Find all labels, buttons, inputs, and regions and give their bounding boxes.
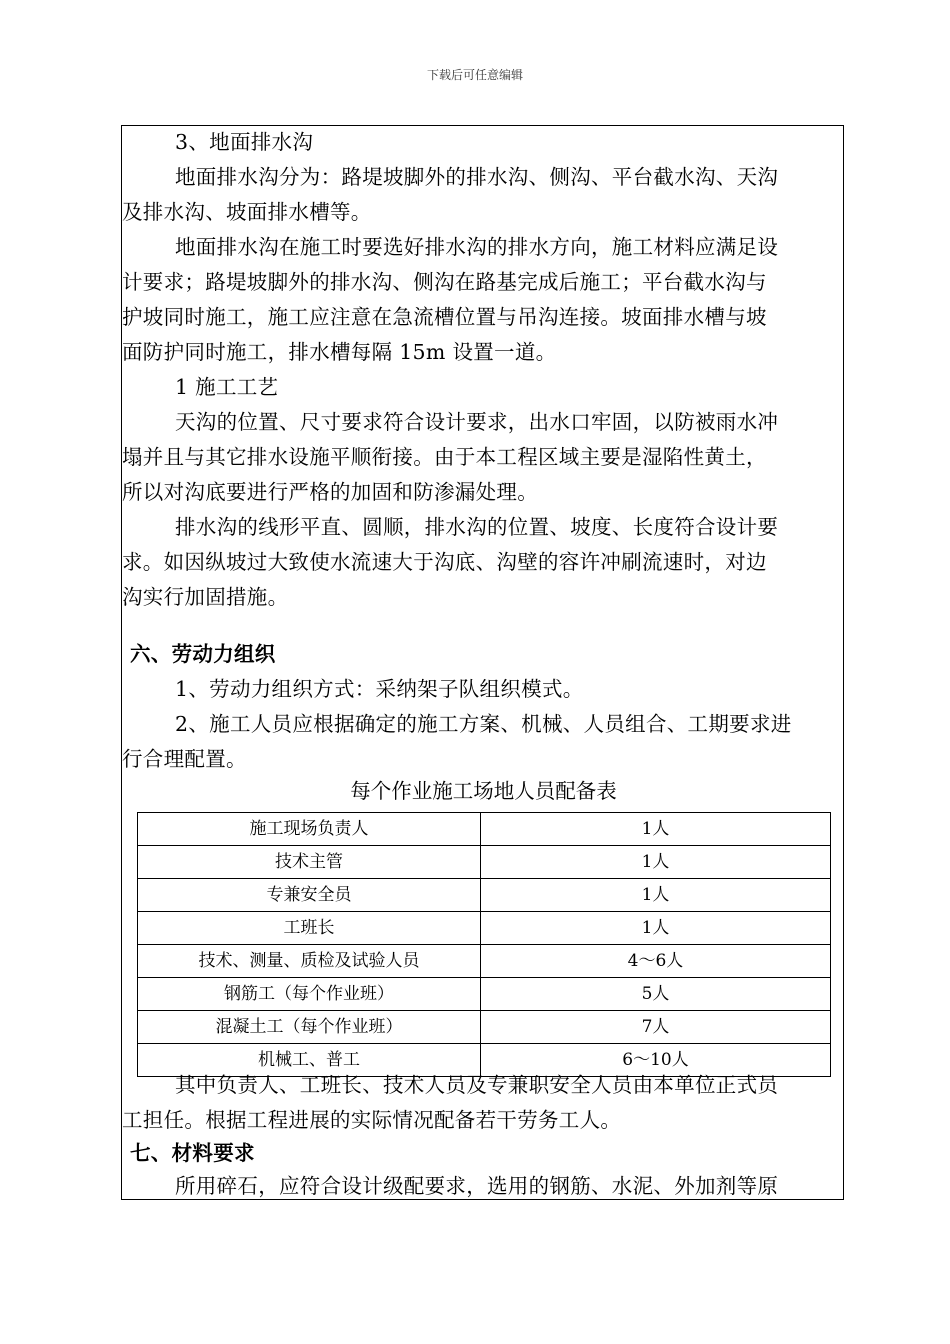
paragraph-line: 地面排水沟在施工时要选好排水沟的排水方向，施工材料应满足设: [175, 235, 779, 259]
staff-table: [137, 812, 831, 1077]
role-cell: 技术主管: [138, 846, 481, 879]
paragraph-line: 面防护同时施工，排水槽每隔 15m 设置一道。: [122, 340, 557, 364]
paragraph-line: 所以对沟底要进行严格的加固和防渗漏处理。: [122, 480, 538, 504]
role-cell: 工班长: [138, 912, 481, 945]
table-title: 每个作业施工场地人员配备表: [350, 779, 617, 803]
count-cell: 1人: [481, 813, 831, 846]
paragraph-line: 行合理配置。: [122, 747, 247, 771]
paragraph-line: 沟实行加固措施。: [122, 585, 289, 609]
count-cell: 1人: [481, 912, 831, 945]
count-cell: 1人: [481, 879, 831, 912]
document-frame: [121, 125, 844, 1200]
paragraph-line: 计要求；路堤坡脚外的排水沟、侧沟在路基完成后施工；平台截水沟与: [122, 270, 767, 294]
table-row: [138, 1011, 831, 1044]
table-row: [138, 813, 831, 846]
count-cell: 1人: [481, 846, 831, 879]
paragraph-line: 2、施工人员应根据确定的施工方案、机械、人员组合、工期要求进: [175, 712, 792, 736]
paragraph-line: 塌并且与其它排水设施平顺衔接。由于本工程区域主要是湿陷性黄土，: [122, 445, 767, 469]
role-cell: 施工现场负责人: [138, 813, 481, 846]
paragraph-line: 其中负责人、工班长、技术人员及专兼职安全人员由本单位正式员: [175, 1073, 779, 1097]
paragraph-line: 地面排水沟分为：路堤坡脚外的排水沟、侧沟、平台截水沟、天沟: [175, 165, 779, 189]
paragraph-line: 天沟的位置、尺寸要求符合设计要求，出水口牢固，以防被雨水冲: [175, 410, 779, 434]
role-cell: 钢筋工（每个作业班）: [138, 978, 481, 1011]
subheading-process: 1 施工工艺: [175, 375, 279, 399]
paragraph-line: 及排水沟、坡面排水槽等。: [122, 200, 372, 224]
count-cell: 6～10人: [481, 1044, 831, 1077]
table-row: [138, 945, 831, 978]
table-row: [138, 879, 831, 912]
paragraph-line: 护坡同时施工，施工应注意在急流槽位置与吊沟连接。坡面排水槽与坡: [122, 305, 767, 329]
paragraph-line: 求。如因纵坡过大致使水流速大于沟底、沟壁的容许冲刷流速时，对边: [122, 550, 767, 574]
section-heading-labor: 六、劳动力组织: [130, 642, 276, 666]
count-cell: 7人: [481, 1011, 831, 1044]
paragraph-line: 1、劳动力组织方式：采纳架子队组织模式。: [175, 677, 584, 701]
count-cell: 5人: [481, 978, 831, 1011]
section-heading-materials: 七、材料要求: [130, 1141, 255, 1165]
role-cell: 技术、测量、质检及试验人员: [138, 945, 481, 978]
paragraph-line: 排水沟的线形平直、圆顺，排水沟的位置、坡度、长度符合设计要: [175, 515, 779, 539]
table-row: [138, 912, 831, 945]
paragraph-line: 工担任。根据工程进展的实际情况配备若干劳务工人。: [122, 1108, 622, 1132]
role-cell: 专兼安全员: [138, 879, 481, 912]
role-cell: 机械工、普工: [138, 1044, 481, 1077]
table-row: [138, 978, 831, 1011]
count-cell: 4～6人: [481, 945, 831, 978]
paragraph-line: 所用碎石，应符合设计级配要求，选用的钢筋、水泥、外加剂等原: [175, 1174, 779, 1198]
header-note: 下载后可任意编辑: [426, 68, 523, 82]
table-row: [138, 846, 831, 879]
role-cell: 混凝土工（每个作业班）: [138, 1011, 481, 1044]
section-heading-drainage: 3、地面排水沟: [175, 130, 314, 154]
